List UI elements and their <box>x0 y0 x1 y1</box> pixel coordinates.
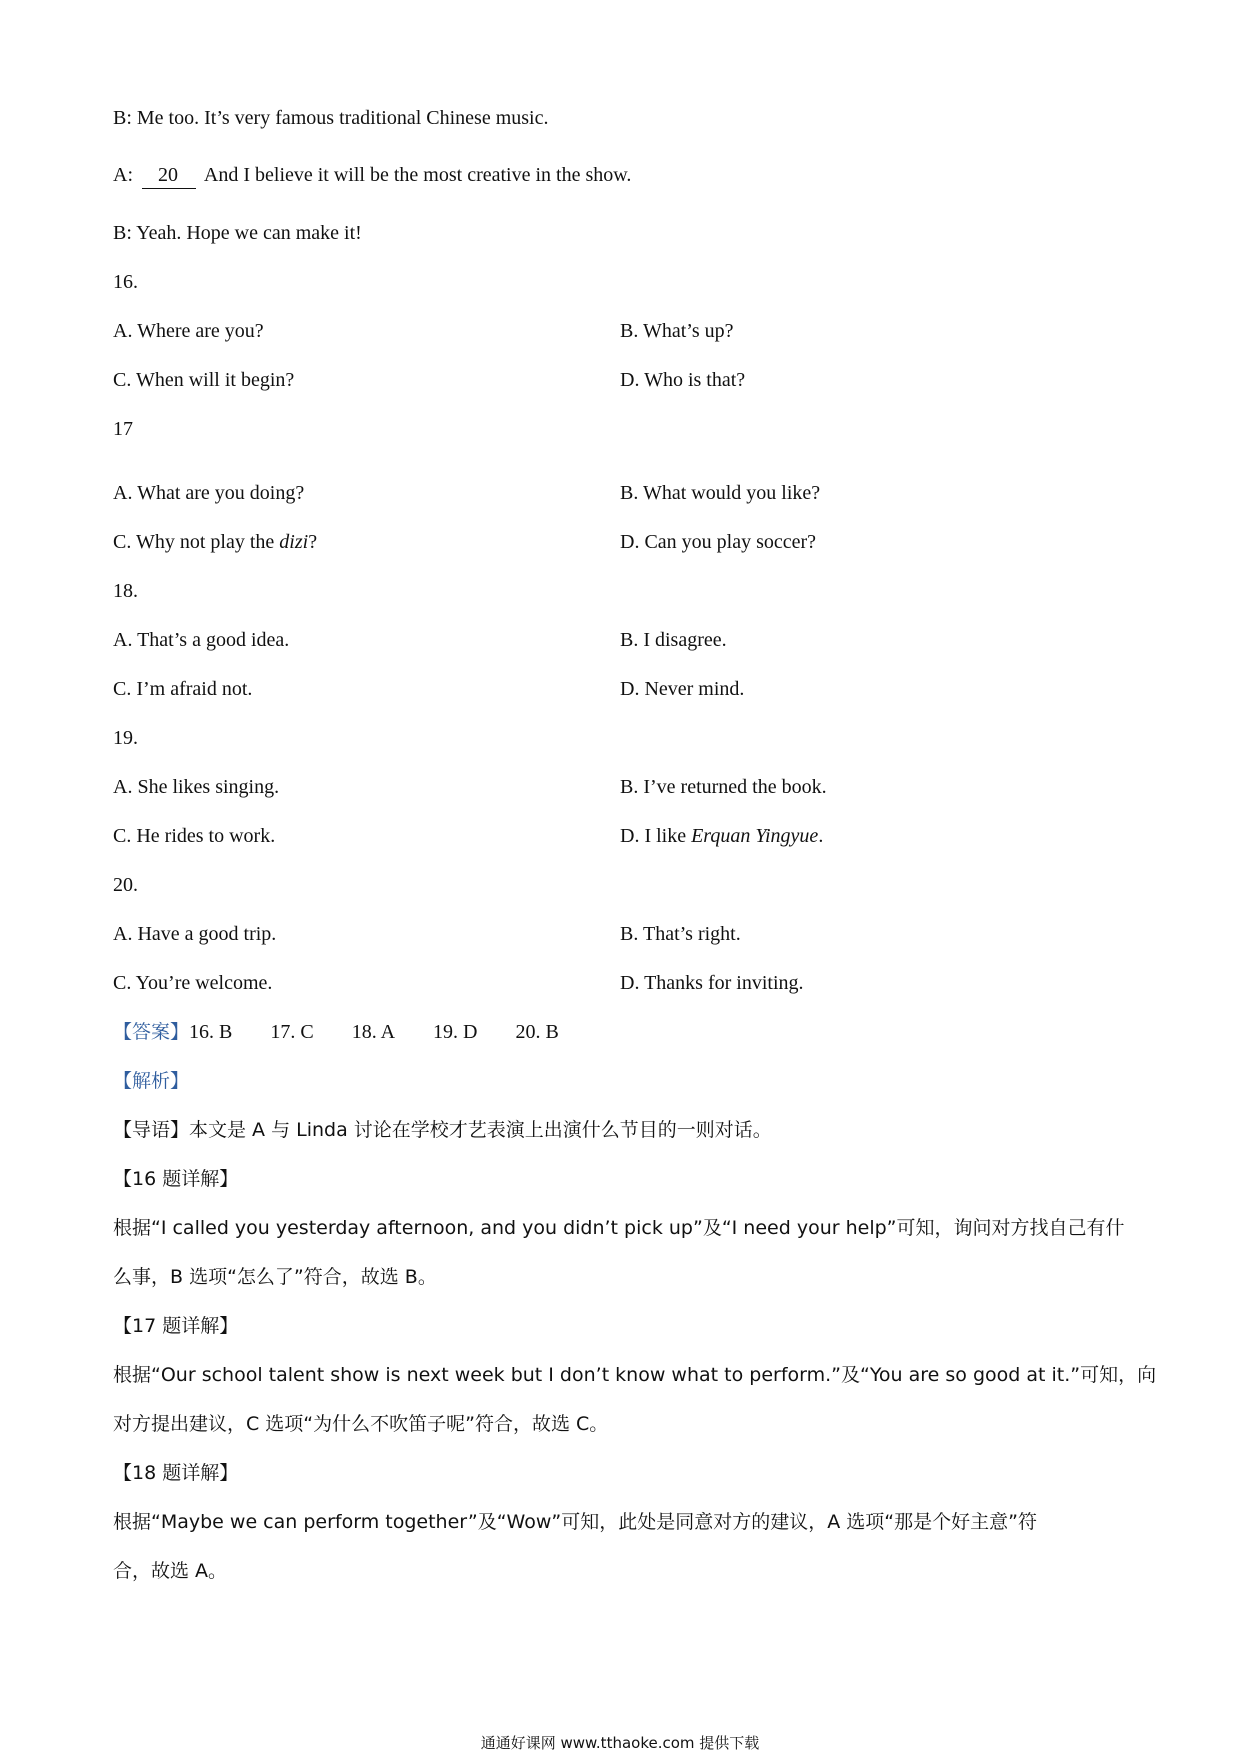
option-b: B. I’ve returned the book. <box>620 776 827 798</box>
answer-blank-20: 20 <box>142 162 196 189</box>
option-b: B. What would you like? <box>620 482 821 504</box>
q17-explanation-2: 对方提出建议，C 选项“为什么不吹笛子呢”符合，故选 C。 <box>113 1413 609 1435</box>
option-d: D. Who is that? <box>620 369 746 391</box>
option-d <box>620 823 823 849</box>
question-number: 19. <box>113 727 138 749</box>
option-c: C. You’re welcome. <box>113 972 273 994</box>
option-c <box>113 529 317 555</box>
option-a: A. What are you doing? <box>113 482 305 504</box>
analysis-intro: 【导语】本文是 A 与 Linda 讨论在学校才艺表演上出演什么节目的一则对话。 <box>113 1119 772 1141</box>
q16-explanation-2: 么事，B 选项“怎么了”符合，故选 B。 <box>113 1266 437 1288</box>
dialogue-a-blank-line <box>113 162 631 189</box>
q18-explanation-1: 根据“Maybe we can perform together”及“Wow”可知，此处是同意对方的建议，A 选项“那是个好主意”符 <box>113 1511 1037 1533</box>
option-c: C. When will it begin? <box>113 369 295 391</box>
q16-explanation-1: 根据“I called you yesterday afternoon, and you didn’t pick up”及“I need your help”可知，询问对方找自己有什 <box>113 1217 1125 1239</box>
speaker-a: A: <box>113 164 133 186</box>
option-a: A. Have a good trip. <box>113 923 277 945</box>
answer-item: 17. C <box>270 1021 314 1043</box>
answer-item: 16. B <box>189 1021 233 1043</box>
dizi-term: dizi <box>279 531 309 553</box>
option-d-end: . <box>818 825 824 847</box>
option-d-text: D. I like <box>620 825 692 847</box>
question-number: 18. <box>113 580 138 602</box>
erquan-term: Erquan Yingyue <box>691 825 819 847</box>
option-a: A. Where are you? <box>113 320 264 342</box>
option-a: A. She likes singing. <box>113 776 280 798</box>
dialogue-b1: B: Me too. It’s very famous traditional Chinese music. <box>113 107 549 129</box>
question-number: 16. <box>113 271 138 293</box>
option-b: B. What’s up? <box>620 320 734 342</box>
question-number: 20. <box>113 874 138 896</box>
answer-label: 【答案】 <box>113 1021 190 1043</box>
answer-line <box>113 1019 597 1045</box>
answer-item: 20. B <box>515 1021 559 1043</box>
q18-explanation-2: 合，故选 A。 <box>113 1560 228 1582</box>
question-number: 17 <box>113 418 133 440</box>
answer-item: 19. D <box>433 1021 478 1043</box>
option-d: D. Never mind. <box>620 678 745 700</box>
q16-heading: 【16 题详解】 <box>113 1168 239 1190</box>
option-d: D. Thanks for inviting. <box>620 972 804 994</box>
option-b: B. That’s right. <box>620 923 741 945</box>
dialogue-b2: B: Yeah. Hope we can make it! <box>113 222 362 244</box>
option-c: C. I’m afraid not. <box>113 678 253 700</box>
q18-heading: 【18 题详解】 <box>113 1462 239 1484</box>
option-c: C. He rides to work. <box>113 825 276 847</box>
dialogue-a-rest: And I believe it will be the most creative in the show. <box>203 164 632 186</box>
q17-explanation-1: 根据“Our school talent show is next week but I don’t know what to perform.”及“You are so good at it.”可知，向 <box>113 1364 1157 1386</box>
footer: 通通好课网 www.tthaoke.com 提供下载 <box>480 1734 760 1752</box>
option-a: A. That’s a good idea. <box>113 629 290 651</box>
option-c-end: ? <box>308 531 318 553</box>
q17-heading: 【17 题详解】 <box>113 1315 239 1337</box>
analysis-label: 【解析】 <box>113 1070 190 1092</box>
option-d: D. Can you play soccer? <box>620 531 817 553</box>
answer-item: 18. A <box>351 1021 396 1043</box>
option-b: B. I disagree. <box>620 629 727 651</box>
option-c-text: C. Why not play the <box>113 531 280 553</box>
